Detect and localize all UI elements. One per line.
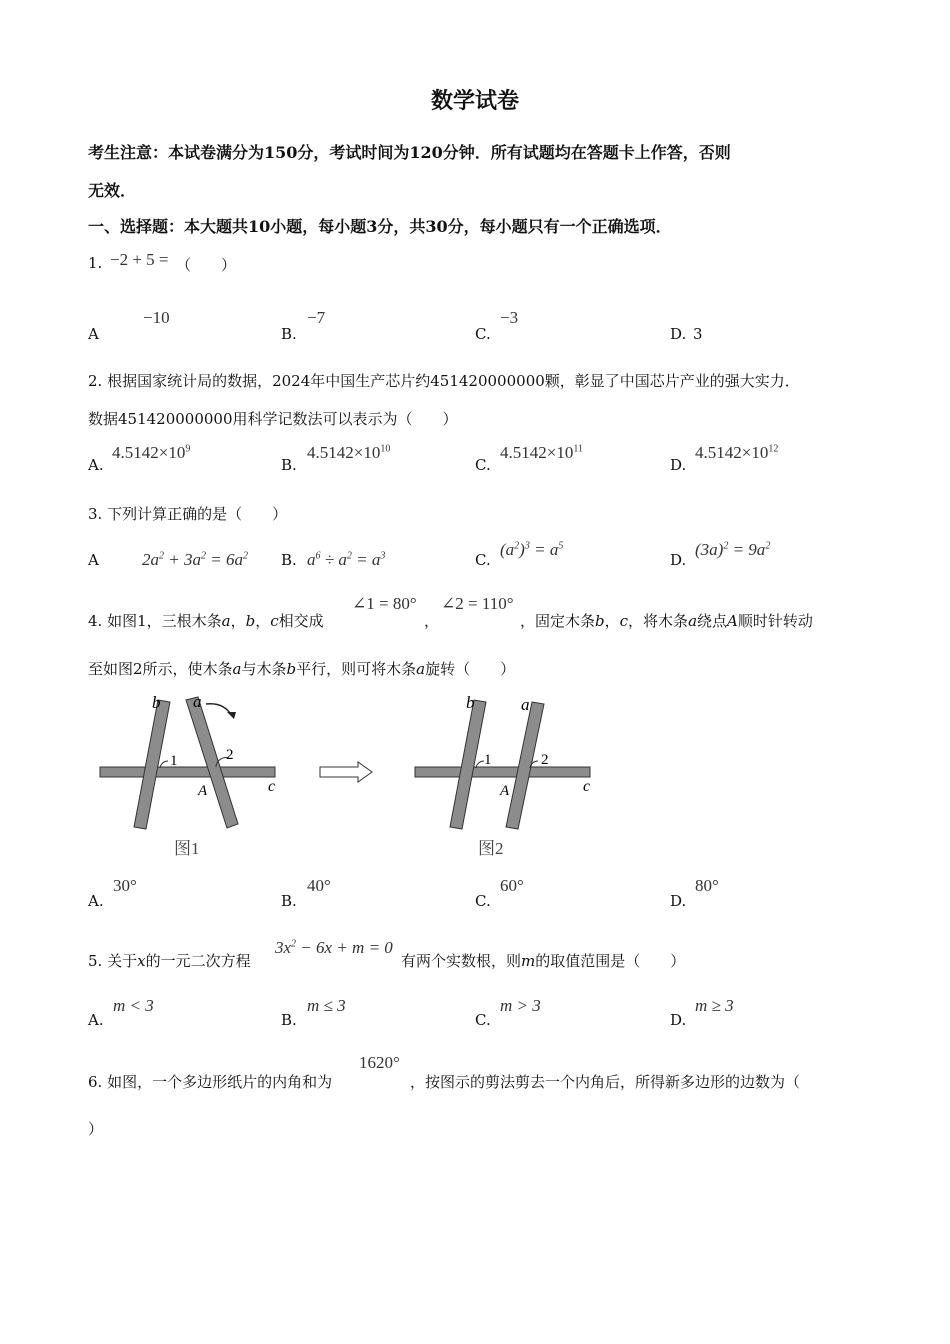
q1-option-b-value: −7: [307, 308, 326, 327]
q4-option-a-label: A.: [88, 892, 104, 910]
q4-angle-2: ∠2 = 110°: [441, 594, 514, 613]
fig2-label-a: a: [521, 695, 530, 714]
q3-option-b-formula: $a^6 \div a^2 = a^3$: [307, 550, 386, 569]
q4-option-c-label: C.: [475, 892, 491, 910]
fig1-label-1: 1: [170, 753, 178, 769]
q5-equation: $3x^2 - 6x + m = 0$: [275, 938, 393, 957]
q1-option-d-value: 3: [693, 325, 703, 343]
fig1-label-2: 2: [226, 747, 234, 763]
q6-stem-end: ，按图示的剪法剪去一个内角后，所得新多边形的边数为（: [410, 1073, 801, 1091]
q2-option-b-label: B.: [281, 456, 297, 474]
q5-option-c-label: C.: [475, 1011, 491, 1029]
fig2-caption: 图2: [478, 839, 504, 858]
q4-stem-line-2: 至如图2所示，使木条a与木条b平行，则可将木条a旋转（ ）: [88, 660, 516, 678]
q3-option-d-formula: $(3a)^2 = 9a^2$: [695, 540, 771, 559]
figure-2: [415, 693, 590, 858]
q1-option-a-label: A: [88, 325, 99, 343]
fig1-stick-c: [100, 767, 275, 777]
q3-stem: 3. 下列计算正确的是（ ）: [88, 505, 288, 523]
fig1-label-a: a: [193, 692, 202, 711]
fig2-label-A: A: [500, 783, 510, 799]
q5-option-b-value: m ≤ 3: [307, 996, 346, 1015]
figure-1: [100, 692, 275, 858]
q1-option-c-value: −3: [500, 308, 519, 327]
q5-stem-start: 5. 关于x的一元二次方程: [88, 952, 251, 970]
q5-option-a-value: m < 3: [113, 996, 154, 1015]
page-title: 数学试卷: [430, 88, 519, 114]
fig1-rotate-arrow: [206, 704, 232, 716]
fig2-label-b: b: [466, 693, 475, 712]
q6-angle-sum: 1620°: [359, 1053, 400, 1072]
q4-angle-1: ∠1 = 80°: [352, 594, 417, 613]
q3-option-a-formula: $2a^2 + 3a^2 = 6a^2$: [142, 550, 248, 569]
q5-option-c-value: m > 3: [500, 996, 541, 1015]
q5-option-d-label: D.: [670, 1011, 687, 1029]
q2-stem-line-2: 数据451420000000用科学记数法可以表示为（ ）: [88, 410, 458, 428]
q2-option-a-value: $4.5142\times 10^9$: [112, 443, 191, 462]
fig2-label-1: 1: [484, 752, 492, 768]
transition-arrow: [320, 762, 372, 782]
q4-figures: [90, 688, 610, 868]
q3-option-d-label: D.: [670, 551, 687, 569]
fig2-label-c: c: [583, 778, 591, 795]
fig2-stick-b: [450, 700, 486, 829]
q2-stem-line-1: 2. 根据国家统计局的数据，2024年中国生产芯片约451420000000颗，彰显了中国芯片产业的强大实力．: [88, 372, 800, 390]
q3-option-c-label: C.: [475, 551, 491, 569]
fig2-label-2: 2: [541, 752, 549, 768]
fig2-stick-a: [506, 702, 544, 829]
q3-option-c-formula: $(a^2)^3 = a^5$: [500, 540, 564, 559]
q1-number: 1.: [88, 254, 103, 272]
q4-option-c-value: 60°: [500, 876, 524, 895]
q3-option-a-label: A: [88, 551, 99, 569]
q4-stem-line-1: 4. 如图1，三根木条a，b，c相交成: [88, 612, 324, 630]
q2-option-d-label: D.: [670, 456, 687, 474]
q5-stem-end: 有两个实数根，则m的取值范围是（ ）: [401, 952, 686, 970]
q2-option-b-value: $4.5142\times 10^{10}$: [307, 443, 391, 462]
q2-option-d-value: $4.5142\times 10^{12}$: [695, 443, 779, 462]
q1-paren: （ ）: [176, 256, 237, 274]
q4-option-b-value: 40°: [307, 876, 331, 895]
q1-option-a-value: −10: [143, 308, 170, 327]
q1-option-c-label: C.: [475, 325, 491, 343]
q3-option-b-label: B.: [281, 551, 297, 569]
q4-stem-line-1-end: ，固定木条b，c，将木条a绕点A顺时针转动: [520, 612, 813, 630]
q4-option-d-value: 80°: [695, 876, 719, 895]
q5-option-a-label: A.: [88, 1011, 104, 1029]
q6-stem-line-2: ）: [88, 1120, 104, 1138]
fig2-stick-c: [415, 767, 590, 777]
fig1-label-A: A: [198, 783, 208, 799]
notice-line-2: 无效．: [88, 181, 137, 200]
fig1-label-b: b: [152, 693, 161, 712]
q4-comma: ，: [424, 612, 440, 630]
q5-option-b-label: B.: [281, 1011, 297, 1029]
q1-option-b-label: B.: [281, 325, 297, 343]
q2-option-a-label: A.: [88, 456, 104, 474]
notice-line-1: 考生注意：本试卷满分为150分，考试时间为120分钟．所有试题均在答题卡上作答，否则: [88, 143, 731, 162]
q6-stem-start: 6. 如图，一个多边形纸片的内角和为: [88, 1073, 333, 1091]
q2-option-c-label: C.: [475, 456, 491, 474]
fig1-label-c: c: [268, 778, 276, 795]
section-heading-choice: 一、选择题：本大题共10小题，每小题3分，共30分，每小题只有一个正确选项．: [88, 217, 672, 236]
q1-option-d-label: D.: [670, 325, 687, 343]
q4-option-b-label: B.: [281, 892, 297, 910]
q4-option-d-label: D.: [670, 892, 687, 910]
fig1-stick-b: [134, 700, 170, 829]
q1-expression: −2 + 5 =: [110, 250, 169, 269]
fig1-caption: 图1: [174, 839, 200, 858]
q2-option-c-value: $4.5142\times 10^{11}$: [500, 443, 583, 462]
fig1-arrow-head: [227, 712, 236, 719]
q4-option-a-value: 30°: [113, 876, 137, 895]
q5-option-d-value: m ≥ 3: [695, 996, 734, 1015]
